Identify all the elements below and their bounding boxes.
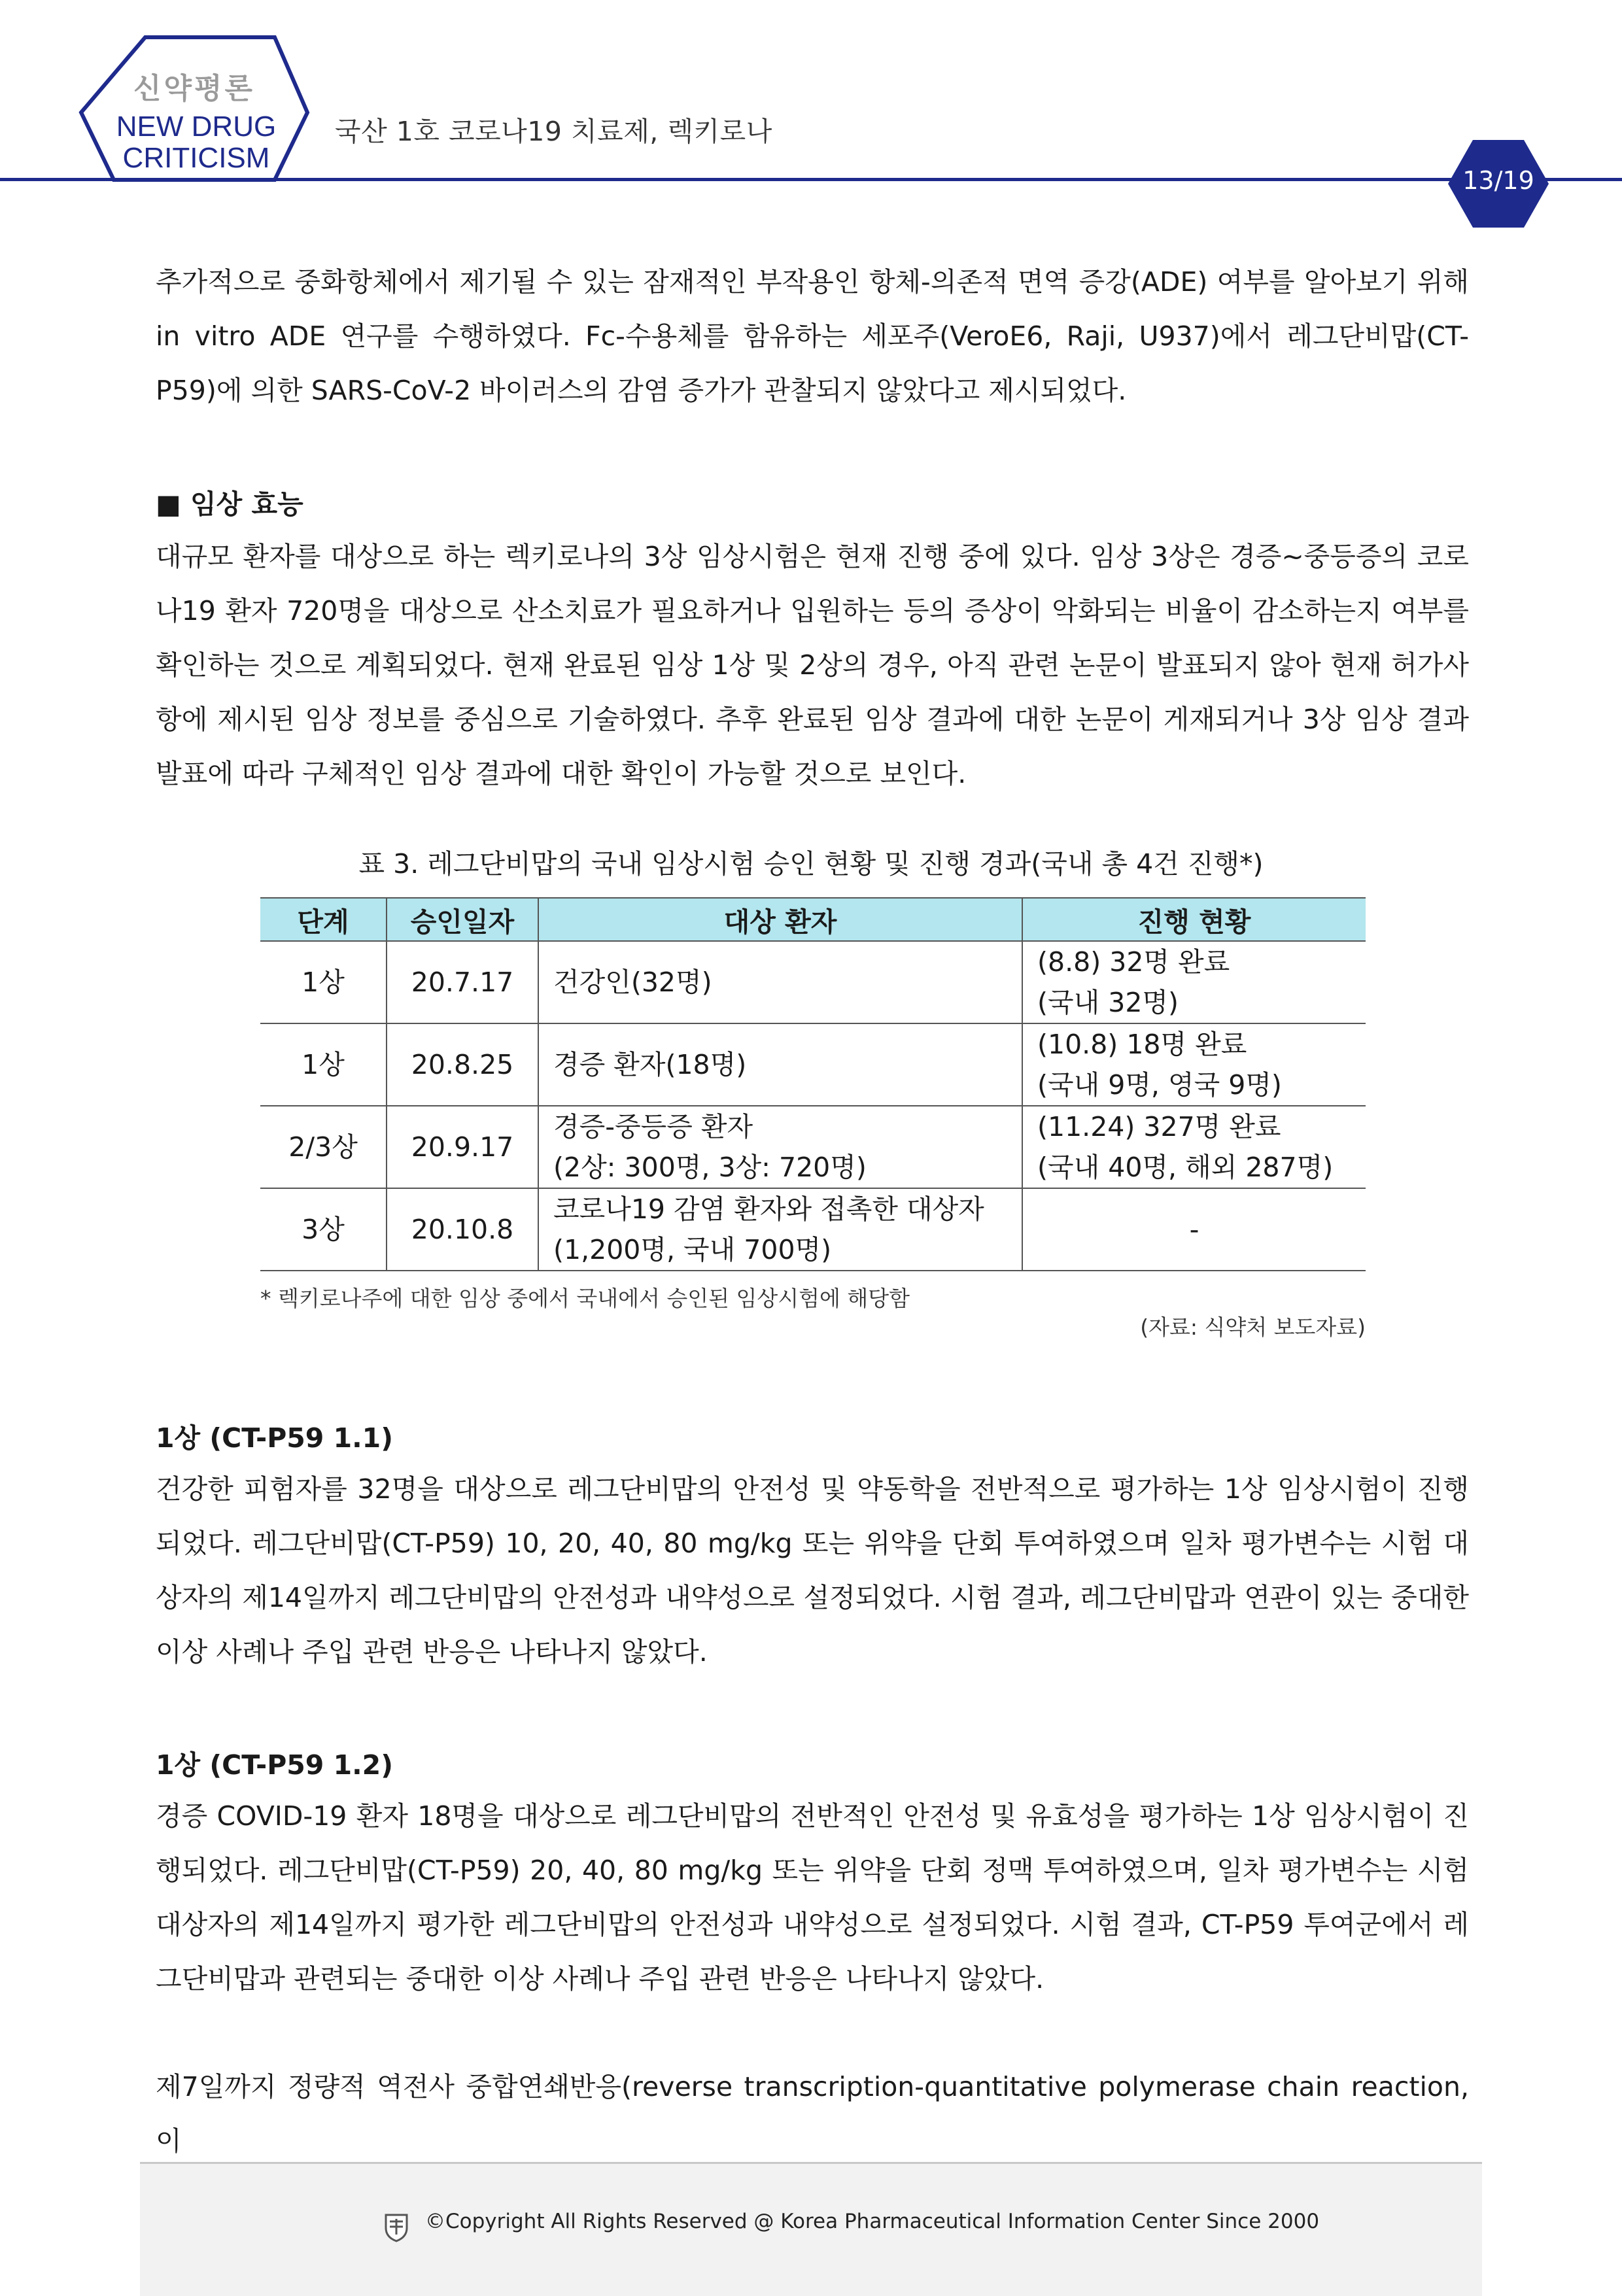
status-line: (10.8) 18명 완료 — [1037, 1029, 1247, 1060]
table-row — [260, 941, 1366, 1023]
section-marker: ■ — [156, 488, 181, 520]
col-header-patients: 대상 환자 — [538, 898, 1022, 941]
table-footnote: * 렉키로나주에 대한 임상 중에서 국내에서 승인된 임상시험에 해당함 — [260, 1286, 910, 1311]
logo-line2-text: CRITICISM — [122, 142, 270, 174]
cell-status — [1022, 1106, 1366, 1188]
patients-line: 경증 환자(18명) — [553, 1049, 747, 1080]
closing-paragraph: 제7일까지 정량적 역전사 중합연쇄반응(reverse transcription-quantitative polymerase chain reaction, 이 — [156, 2071, 1469, 2157]
col-header-status: 진행 현황 — [1022, 898, 1366, 941]
status-line: (국내 40명, 해외 287명) — [1037, 1152, 1334, 1183]
cell-date: 20.8.25 — [387, 1023, 538, 1106]
section-heading-text: 임상 효능 — [190, 488, 303, 520]
header-divider — [0, 178, 1622, 181]
cell-patients — [538, 1106, 1022, 1188]
cell-status — [1022, 1188, 1366, 1271]
table-caption: 표 3. 레그단비맙의 국내 임상시험 승인 현황 및 진행 경과(국내 총 4건 진행*) — [358, 848, 1264, 880]
cell-patients — [538, 1188, 1022, 1271]
footer — [140, 2162, 1482, 2296]
cell-phase: 2/3상 — [260, 1106, 387, 1188]
patients-line: 경증-중등증 환자 — [553, 1111, 753, 1142]
patients-line: 코로나19 감염 환자와 접촉한 대상자 — [553, 1193, 984, 1225]
cell-status — [1022, 941, 1366, 1023]
phase1-2-paragraph: 경증 COVID-19 환자 18명을 대상으로 레그단비맙의 전반적인 안전성 및 유효성을 평가하는 1상 임상시험이 진행되었다. 레그단비맙(CT-P59) 20, 40, 80 mg/kg 또는 위약을 단회 정맥 투여하였으며, 일차 평가변수는 시험 대상자의 제14일까지 평가한 레그단비맙의 안전성과 내약성으로 설정되었다. 시험 결과, CT-P59 투여군에서 레그단비맙과 관련되는 중대한 이상 사례나 주입 관련 반응은 나타나지 않았다. — [156, 1800, 1469, 1995]
cell-status — [1022, 1023, 1366, 1106]
logo — [0, 0, 314, 190]
status-line: (국내 9명, 영국 9명) — [1037, 1069, 1282, 1101]
trial-table — [260, 897, 1366, 1271]
patients-line: (1,200명, 국내 700명) — [553, 1234, 832, 1265]
cell-date: 20.9.17 — [387, 1106, 538, 1188]
logo-korean-text: 신약평론 — [133, 72, 256, 105]
table-header-row — [260, 898, 1366, 941]
table-row — [260, 1188, 1366, 1271]
cell-patients — [538, 1023, 1022, 1106]
phase1-1-paragraph: 건강한 피험자를 32명을 대상으로 레그단비맙의 안전성 및 약동학을 전반적으로 평가하는 1상 임상시험이 진행되었다. 레그단비맙(CT-P59) 10, 20, 40, 80 mg/kg 또는 위약을 단회 투여하였으며 일차 평가변수는 시험 대상자의 제14일까지 레그단비맙의 안전성과 내약성으로 설정되었다. 시험 결과, 레그단비맙과 연관이 있는 중대한 이상 사례나 주입 관련 반응은 나타나지 않았다. — [156, 1473, 1469, 1668]
patients-line: 건강인(32명) — [553, 967, 712, 998]
logo-line1-text: NEW DRUG — [116, 111, 277, 143]
status-line: (8.8) 32명 완료 — [1037, 946, 1230, 978]
status-line: (11.24) 327명 완료 — [1037, 1111, 1281, 1142]
cell-patients — [538, 941, 1022, 1023]
col-header-phase: 단계 — [260, 898, 387, 941]
table-row — [260, 1106, 1366, 1188]
page-number: 13/19 — [1462, 166, 1534, 195]
status-line: (국내 32명) — [1037, 987, 1179, 1018]
col-header-date: 승인일자 — [387, 898, 538, 941]
intro-paragraph: 추가적으로 중화항체에서 제기될 수 있는 잠재적인 부작용인 항체-의존적 면역 증강(ADE) 여부를 알아보기 위해 in vitro ADE 연구를 수행하였다. Fc-수용체를 함유하는 세포주(VeroE6, Raji, U937)에서 레그단비맙(CT-P59)에 의한 SARS-CoV-2 바이러스의 감염 증가가 관찰되지 않았다고 제시되었다. — [156, 266, 1469, 406]
footer-copyright: ©Copyright All Rights Reserved @ Korea Pharmaceutical Information Center Since 2000 — [425, 2210, 1320, 2233]
section-paragraph: 대규모 환자를 대상으로 하는 렉키로나의 3상 임상시험은 현재 진행 중에 있다. 임상 3상은 경증~중등증의 코로나19 환자 720명을 대상으로 산소치료가 필요하거나 입원하는 등의 증상이 악화되는 비율이 감소하는지 여부를 확인하는 것으로 계획되었다. 현재 완료된 임상 1상 및 2상의 경우, 아직 관련 논문이 발표되지 않아 현재 허가사항에 제시된 임상 정보를 중심으로 기술하였다. 추후 완료된 임상 결과에 대한 논문이 게재되거나 3상 임상 결과 발표에 따라 구체적인 임상 결과에 대한 확인이 가능할 것으로 보인다. — [156, 541, 1469, 789]
table-row — [260, 1023, 1366, 1106]
header-title: 국산 1호 코로나19 치료제, 렉키로나 — [335, 116, 772, 147]
cell-date: 20.10.8 — [387, 1188, 538, 1271]
phase1-2-heading: 1상 (CT-P59 1.2) — [156, 1749, 393, 1781]
shield-emblem-icon — [383, 2212, 409, 2242]
cell-phase: 1상 — [260, 941, 387, 1023]
cell-phase: 1상 — [260, 1023, 387, 1106]
status-line: - — [1189, 1214, 1199, 1245]
cell-phase: 3상 — [260, 1188, 387, 1271]
cell-date: 20.7.17 — [387, 941, 538, 1023]
patients-line: (2상: 300명, 3상: 720명) — [553, 1152, 867, 1183]
table-source: (자료: 식약처 보도자료) — [1140, 1314, 1366, 1340]
section-heading — [156, 483, 303, 521]
phase1-1-heading: 1상 (CT-P59 1.1) — [156, 1422, 393, 1454]
